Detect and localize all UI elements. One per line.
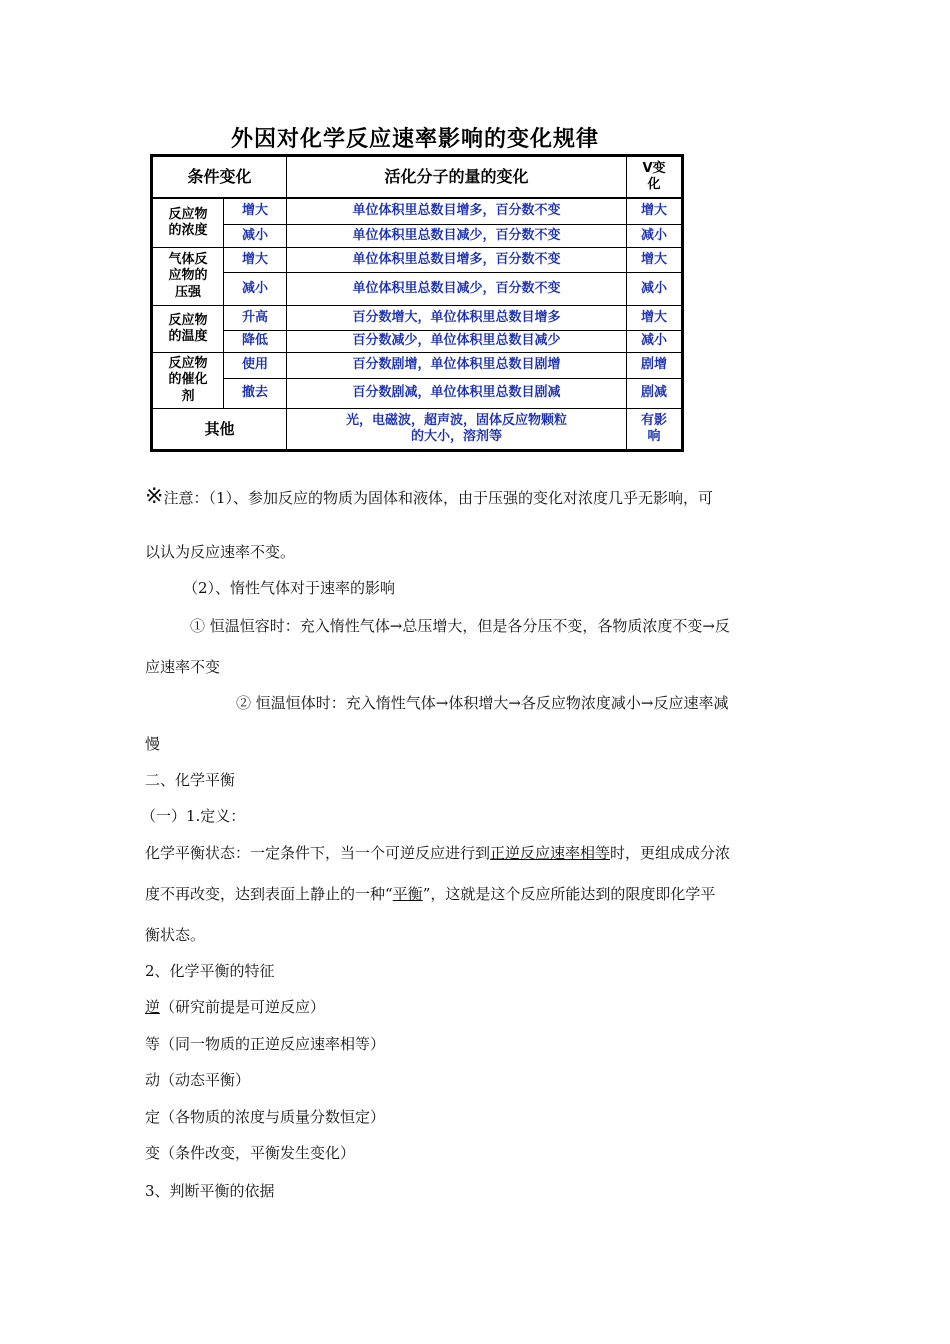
description-cell: 百分数剧增，单位体积里总数目剧增 xyxy=(287,353,627,379)
description-cell: 单位体积里总数目减少，百分数不变 xyxy=(287,225,627,248)
table-figure-title: 外因对化学反应速率影响的变化规律 xyxy=(230,127,599,152)
description-cell: 单位体积里总数目减少，百分数不变 xyxy=(287,273,627,306)
definition-heading: （一）1.定义： xyxy=(141,807,246,825)
feature-item: 逆（研究前提是可逆反应） xyxy=(145,998,326,1016)
action-cell: 使用 xyxy=(224,353,287,379)
action-cell: 增大 xyxy=(224,198,287,225)
table-row xyxy=(152,248,683,273)
description-cell-other: 光，电磁波，超声波，固体反应物颗粒 的大小，溶剂等 xyxy=(287,409,627,451)
condition-temperature: 反应物 的温度 xyxy=(152,306,224,353)
condition-other: 其他 xyxy=(152,409,287,451)
definition-line-3: 衡状态。 xyxy=(145,926,206,944)
condition-pressure: 气体反 应物的 压强 xyxy=(152,248,224,306)
v-change-cell: 剧增 xyxy=(627,353,683,379)
condition-concentration: 反应物 的浓度 xyxy=(152,198,224,248)
v-change-cell: 减小 xyxy=(627,331,683,353)
header-v-change: V变 化 xyxy=(627,156,683,198)
section-heading-equilibrium: 二、化学平衡 xyxy=(145,771,236,789)
table-row xyxy=(152,273,683,306)
header-molecules: 活化分子的量的变化 xyxy=(287,156,627,198)
underlined-term: 正逆反应速率相等 xyxy=(490,844,611,862)
table-row-other xyxy=(152,409,683,451)
table-row xyxy=(152,306,683,331)
item-1-line-a: ① 恒温恒容时：充入惰性气体→总压增大，但是各分压不变，各物质浓度不变→反 xyxy=(190,617,730,635)
action-cell: 减小 xyxy=(224,273,287,306)
item-2-line-b: 慢 xyxy=(145,735,161,753)
note-line-1: ※注意：（1）、参加反应的物质为固体和液体，由于压强的变化对浓度几乎无影响，可 xyxy=(145,484,713,509)
table-row xyxy=(152,331,683,353)
action-cell: 减小 xyxy=(224,225,287,248)
header-condition: 条件变化 xyxy=(152,156,287,198)
v-change-cell: 剧减 xyxy=(627,379,683,409)
table-row xyxy=(152,225,683,248)
feature-item: 等（同一物质的正逆反应速率相等） xyxy=(145,1035,386,1053)
underlined-term: 平衡 xyxy=(392,885,423,903)
v-change-cell: 减小 xyxy=(627,225,683,248)
note-line-2: （2）、惰性气体对于速率的影响 xyxy=(183,579,396,597)
action-cell: 降低 xyxy=(224,331,287,353)
description-cell: 单位体积里总数目增多，百分数不变 xyxy=(287,248,627,273)
note-line-1b: 以认为反应速率不变。 xyxy=(145,543,296,561)
description-cell: 百分数增大，单位体积里总数目增多 xyxy=(287,306,627,331)
feature-item: 变（条件改变，平衡发生变化） xyxy=(145,1144,356,1162)
definition-line-1: 化学平衡状态：一定条件下，当一个可逆反应进行到正逆反应速率相等时，更组成成分浓 xyxy=(145,844,731,862)
v-change-cell: 减小 xyxy=(627,273,683,306)
features-heading: 2、化学平衡的特征 xyxy=(145,962,275,980)
description-cell: 百分数剧减，单位体积里总数目剧减 xyxy=(287,379,627,409)
description-cell: 百分数减少，单位体积里总数目减少 xyxy=(287,331,627,353)
feature-item: 定（各物质的浓度与质量分数恒定） xyxy=(145,1108,386,1126)
v-change-cell: 增大 xyxy=(627,198,683,225)
note-mark: ※ xyxy=(145,484,164,509)
definition-line-2: 度不再改变，达到表面上静止的一种“平衡”，这就是这个反应所能达到的限度即化学平 xyxy=(145,885,716,903)
table-row xyxy=(152,198,683,225)
v-change-cell: 增大 xyxy=(627,248,683,273)
item-2-line-a: ② 恒温恒体时：充入惰性气体→体积增大→各反应物浓度减小→反应速率减 xyxy=(236,694,729,712)
action-cell: 升高 xyxy=(224,306,287,331)
v-change-cell-other: 有影 响 xyxy=(627,409,683,451)
item-1-line-b: 应速率不变 xyxy=(145,658,221,676)
rate-factor-table xyxy=(150,154,684,452)
action-cell: 撤去 xyxy=(224,379,287,409)
action-cell: 增大 xyxy=(224,248,287,273)
feature-item: 动（动态平衡） xyxy=(145,1071,251,1089)
table-row xyxy=(152,353,683,379)
condition-catalyst: 反应物 的催化 剂 xyxy=(152,353,224,409)
table-row xyxy=(152,379,683,409)
table-header-row xyxy=(152,156,683,198)
description-cell: 单位体积里总数目增多，百分数不变 xyxy=(287,198,627,225)
v-change-cell: 增大 xyxy=(627,306,683,331)
judgment-heading: 3、判断平衡的依据 xyxy=(145,1182,275,1200)
